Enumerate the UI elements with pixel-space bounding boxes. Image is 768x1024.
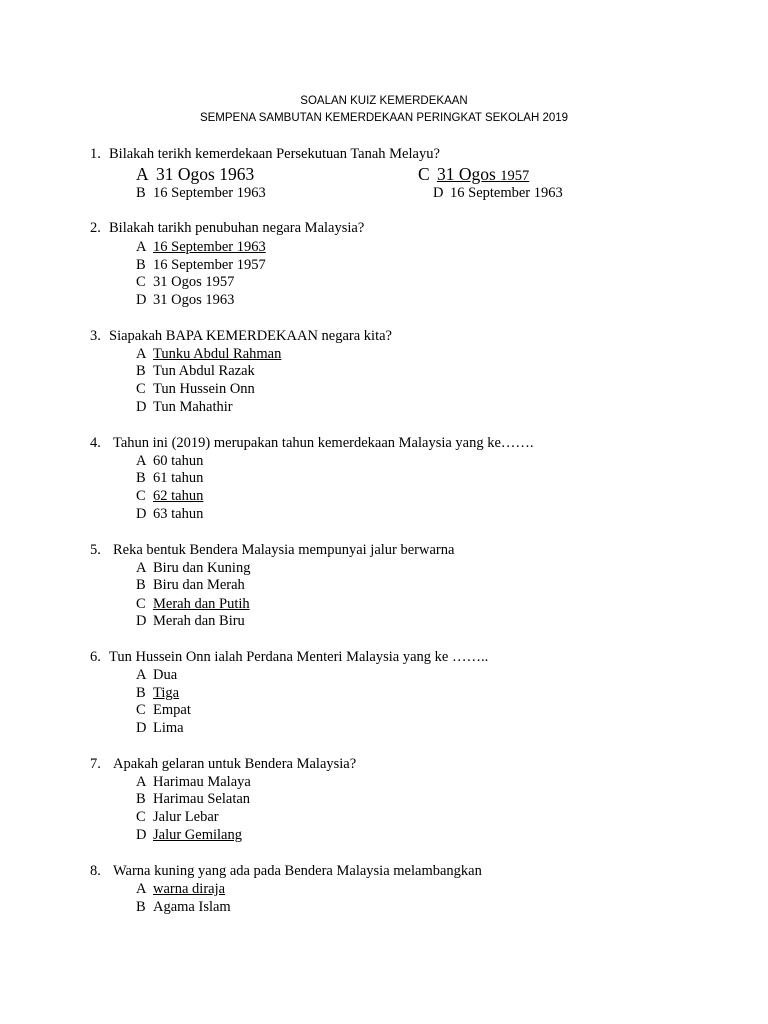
option-2b: B 16 September 1957 (136, 257, 266, 273)
question-number: 1. (90, 146, 101, 162)
option-5c: C Merah dan Putih (136, 596, 250, 612)
option-4b: B 61 tahun (136, 470, 204, 486)
option-8b: B Agama Islam (136, 899, 231, 915)
option-1d: D 16 September 1963 (433, 185, 563, 201)
option-4a: A 60 tahun (136, 453, 204, 469)
question-number: 4. (90, 435, 101, 451)
option-5b: B Biru dan Merah (136, 577, 245, 593)
question-number: 8. (90, 863, 101, 879)
option-4d: D 63 tahun (136, 506, 204, 522)
option-2a: A 16 September 1963 (136, 239, 266, 255)
option-5d: D Merah dan Biru (136, 613, 245, 629)
option-2d: D 31 Ogos 1963 (136, 292, 235, 308)
option-4c: C 62 tahun (136, 488, 204, 504)
option-1a: A 31 Ogos 1963 (136, 164, 255, 184)
option-8a: A warna diraja (136, 881, 226, 897)
question-number: 2. (90, 220, 101, 236)
page-title: SOALAN KUIZ KEMERDEKAAN (300, 95, 468, 107)
option-6a: A Dua (136, 667, 178, 683)
option-3d: D Tun Mahathir (136, 399, 233, 415)
option-7c: C Jalur Lebar (136, 809, 219, 825)
question-text: Tahun ini (2019) merupakan tahun kemerdekaan Malaysia yang ke……. (113, 435, 534, 451)
page-subtitle: SEMPENA SAMBUTAN KEMERDEKAAN PERINGKAT SEKOLAH 2019 (199, 112, 569, 124)
question-2 (90, 219, 364, 237)
question-text: Bilakah terikh kemerdekaan Persekutuan Tanah Melayu? (109, 146, 440, 162)
option-7b: B Harimau Selatan (136, 791, 251, 807)
option-6d: D Lima (136, 720, 184, 736)
question-1 (90, 145, 440, 163)
option-5a: A Biru dan Kuning (136, 560, 251, 576)
option-6c: C Empat (136, 702, 191, 718)
option-2c: C 31 Ogos 1957 (136, 274, 235, 290)
question-text: Bilakah tarikh penubuhan negara Malaysia? (109, 220, 365, 236)
option-1c: C 31 Ogos 1957 (418, 164, 530, 184)
question-number: 6. (90, 649, 101, 665)
question-text: Siapakah BAPA KEMERDEKAAN negara kita? (109, 328, 392, 344)
question-6 (90, 648, 488, 666)
option-7d: D Jalur Gemilang (136, 827, 242, 843)
question-number: 3. (90, 328, 101, 344)
option-7a: A Harimau Malaya (136, 774, 251, 790)
option-1b: B 16 September 1963 (136, 185, 266, 201)
question-4 (90, 434, 534, 452)
option-3b: B Tun Abdul Razak (136, 363, 255, 379)
question-3 (90, 327, 392, 345)
question-number: 7. (90, 756, 101, 772)
option-3a: A Tunku Abdul Rahman (136, 346, 282, 362)
question-text: Tun Hussein Onn ialah Perdana Menteri Malaysia yang ke …….. (109, 649, 489, 665)
question-number: 5. (90, 542, 101, 558)
question-text: Warna kuning yang ada pada Bendera Malaysia melambangkan (113, 863, 482, 879)
option-3c: C Tun Hussein Onn (136, 381, 255, 397)
question-text: Reka bentuk Bendera Malaysia mempunyai jalur berwarna (113, 542, 455, 558)
question-5 (90, 541, 454, 559)
option-6b: B Tiga (136, 685, 180, 701)
question-text: Apakah gelaran untuk Bendera Malaysia? (113, 756, 357, 772)
question-8 (90, 862, 482, 880)
question-7 (90, 755, 356, 773)
